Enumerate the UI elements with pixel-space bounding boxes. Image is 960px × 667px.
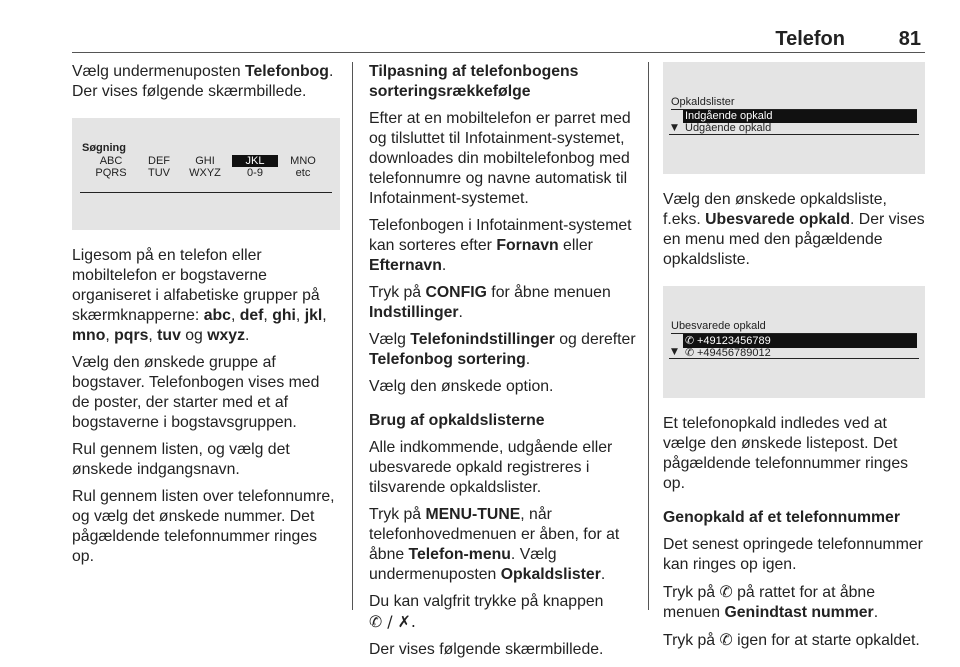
text: på rattet for at åbne menuen — [663, 584, 875, 621]
page-number: 81 — [898, 28, 921, 50]
text: . — [600, 566, 606, 583]
term: Telefon-menu — [408, 546, 511, 563]
header-rule — [72, 52, 925, 53]
text: . Der vises en menu med den pågældende opkaldsliste. — [663, 211, 925, 268]
term: abc — [203, 307, 231, 324]
term: pqrs — [114, 327, 149, 344]
column-3 — [663, 62, 925, 658]
paragraph: Rul gennem listen, og vælg det ønskede indgangsnavn. — [72, 441, 290, 478]
text: Ligesom på en telefon eller mobiltelefon er bogstaverne organiseret i alfabetiske grupper på skærmknapperne: — [72, 247, 320, 324]
page-header — [72, 28, 925, 50]
term: tuv — [157, 327, 181, 344]
phone-icon: ✆ — [719, 630, 733, 649]
term: Telefonbog — [245, 63, 329, 80]
column-2 — [369, 62, 637, 667]
term: jkl — [304, 307, 323, 324]
column-divider — [648, 62, 649, 610]
term: CONFIG — [425, 284, 487, 301]
text: . — [441, 257, 447, 274]
text: eller — [558, 237, 593, 254]
phone-number: +49456789012 — [697, 347, 771, 359]
letter-group-cell: MNO — [290, 155, 316, 167]
screen-frame — [669, 96, 919, 135]
text: for åbne menuen — [486, 284, 611, 301]
text: . — [873, 604, 879, 621]
screen-frame — [80, 142, 332, 193]
term: Fornavn — [496, 237, 559, 254]
text: Tryk på — [663, 584, 720, 601]
text: og derefter — [554, 331, 636, 348]
phone-icon: ✆ — [685, 334, 695, 347]
term: ghi — [272, 307, 296, 324]
term: Telefonbog sortering — [369, 351, 526, 368]
paragraph: Efter at en mobiltelefon er parret med og tilsluttet til Infotainment-systemet, downloades din mobiltelefonbog med telefonnumre og navne automatisk til Infotainment-systemet. — [369, 110, 631, 207]
term: Indstillinger — [369, 304, 459, 321]
term: wxyz — [207, 327, 245, 344]
letter-group-cell: GHI — [195, 155, 215, 167]
text: og — [185, 327, 203, 344]
chevron-down-icon: ▼ — [671, 123, 678, 133]
paragraph: Der vises følgende skærmbillede. — [369, 641, 604, 658]
paragraph: Ligesom på en telefon eller mobiltelefon er bogstaverne organiseret i alfabetiske grupper på skærmknapperne: abc, def, ghi, jkl, mno, pqrs, tuv og wxyz. — [72, 247, 327, 344]
page-title: Telefon — [775, 28, 845, 50]
paragraph: Alle indkommende, udgående eller ubesvarede opkald registreres i tilsvarende opkaldslister. — [369, 439, 613, 496]
paragraph: Vælg den ønskede gruppe af bogstaver. Telefonbogen vises med de poster, der starter med et af bogstaverne i bogstavsgruppen. — [72, 354, 320, 431]
term: MENU-TUNE — [425, 506, 521, 523]
term: Telefonindstillinger — [410, 331, 555, 348]
paragraph — [663, 190, 925, 270]
paragraph — [369, 283, 637, 323]
text: Telefonbogen i Infotainment-systemet kan sorteres efter — [369, 217, 632, 254]
section-heading: Brug af opkaldslisterne — [369, 412, 545, 429]
call-lists-screen-image — [663, 62, 925, 174]
paragraph — [72, 62, 340, 102]
paragraph: Det senest opringede telefonnummer kan ringes op igen. — [663, 536, 923, 573]
term: def — [239, 307, 264, 324]
list-item: Udgående opkald — [685, 122, 772, 134]
text: . — [458, 304, 463, 321]
text: Tryk på — [369, 506, 426, 523]
term: Genindtast nummer — [724, 604, 874, 621]
text: , når telefonhovedmenuen er åben, for at åbne — [369, 506, 620, 563]
screen-label: Ubesvarede opkald — [671, 320, 917, 334]
letter-group-cell: DEF — [148, 155, 170, 167]
term: Ubesvarede opkald — [705, 211, 851, 228]
letter-group-cell: 0-9 — [247, 167, 263, 179]
column-divider — [352, 62, 353, 610]
text: Vælg den ønskede opkaldsliste, f.eks. — [663, 191, 887, 228]
list-item-selected: Indgående opkald — [683, 110, 917, 123]
paragraph — [369, 330, 637, 370]
search-screen-image — [72, 118, 340, 230]
letter-group-cell-selected: JKL — [232, 155, 278, 167]
letter-group-cell: WXYZ — [189, 167, 221, 179]
phone-icon: ✆ — [719, 582, 733, 601]
letter-group-cell: PQRS — [95, 167, 127, 179]
text: Tryk på — [663, 632, 720, 649]
phone-icon: ✆ — [685, 346, 695, 359]
text: Vælg undermenuposten — [72, 63, 246, 80]
column-1 — [72, 62, 340, 574]
letter-group-cell: ABC — [99, 155, 123, 167]
paragraph — [369, 216, 637, 276]
paragraph: Vælg den ønskede option. — [369, 378, 554, 395]
screen-label: Søgning — [82, 142, 126, 154]
paragraph — [663, 630, 925, 651]
screen-label: Opkaldslister — [671, 96, 917, 110]
paragraph — [369, 592, 637, 633]
paragraph: Et telefonopkald indledes ved at vælge den ønskede listepost. Det pågældende telefonnummer ringes op. — [663, 415, 909, 492]
text: . Vælg undermenuposten — [369, 546, 557, 583]
list-item — [683, 346, 917, 360]
missed-calls-screen-image — [663, 286, 925, 398]
term: Efternavn — [369, 257, 442, 274]
paragraph — [369, 505, 637, 585]
text: . Der vises følgende skærmbillede. — [72, 63, 334, 100]
phone-icon: ✆ / ✗. — [369, 612, 416, 631]
letter-group-cell: TUV — [148, 167, 170, 179]
section-heading: Genopkald af et telefonnummer — [663, 509, 900, 526]
text: Du kan valgfrit trykke på knappen — [369, 593, 604, 610]
paragraph — [663, 582, 925, 623]
screen-frame — [669, 320, 919, 359]
term: mno — [72, 327, 106, 344]
text: Vælg — [369, 331, 411, 348]
section-heading: Tilpasning af telefonbogens sorteringsrækkefølge — [369, 63, 579, 100]
paragraph: Rul gennem listen over telefonnumre, og vælg det ønskede nummer. Det pågældende telefonnummer ringes op. — [72, 488, 335, 565]
phone-number: +49123456789 — [697, 335, 771, 347]
text: Tryk på — [369, 284, 426, 301]
text: . — [525, 351, 531, 368]
chevron-down-icon: ▼ — [671, 347, 678, 357]
letter-group-cell: etc — [295, 167, 311, 179]
text: igen for at starte opkaldet. — [732, 632, 920, 649]
term: Opkaldslister — [500, 566, 601, 583]
